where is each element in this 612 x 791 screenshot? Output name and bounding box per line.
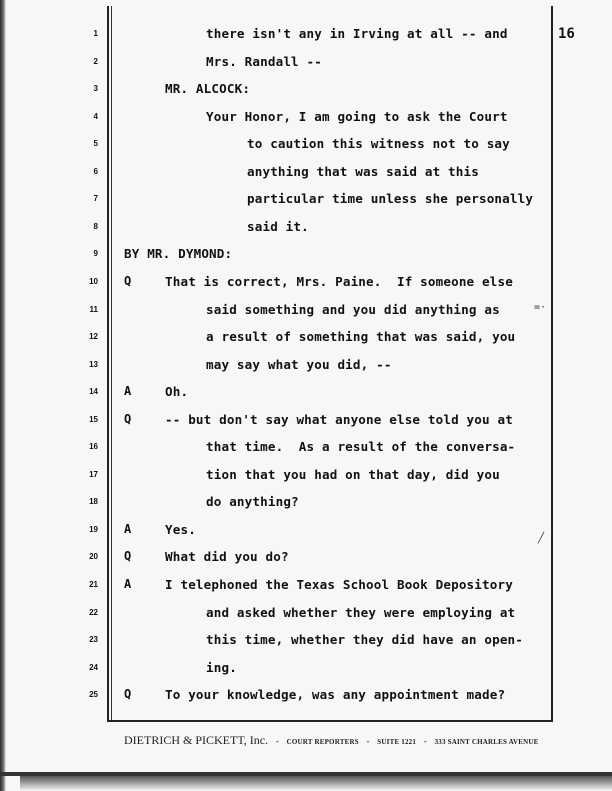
line-text: a result of something that was said, you — [206, 329, 516, 345]
line-number: 6 — [93, 166, 98, 176]
footer-separator: - — [423, 736, 427, 746]
line-number: 13 — [89, 359, 98, 369]
line-number: 20 — [89, 552, 98, 562]
scan-speck: ╱ — [538, 533, 545, 544]
transcript-line — [0, 327, 612, 347]
speaker-marker: A — [124, 577, 132, 591]
line-number: 1 — [93, 29, 98, 38]
line-number: 10 — [89, 276, 98, 286]
line-text: ing. — [206, 659, 237, 675]
line-number: 16 — [89, 442, 98, 452]
transcript-line — [0, 162, 612, 182]
transcript-line — [0, 382, 612, 402]
line-text: BY MR. DYMOND: — [124, 246, 233, 262]
transcript-line — [0, 685, 612, 705]
scan-speck: =· — [534, 302, 547, 313]
line-number: 12 — [89, 332, 98, 342]
footer-separator: - — [275, 736, 279, 746]
line-text: do anything? — [206, 494, 299, 510]
line-text: -- but don't say what anyone else told you at — [165, 411, 513, 427]
firm-suite: SUITE 1221 — [377, 738, 417, 746]
line-number: 2 — [93, 56, 98, 66]
transcript-line — [0, 244, 612, 264]
line-text: MR. ALCOCK: — [165, 81, 251, 97]
line-text: To your knowledge, was any appointment made? — [165, 687, 506, 703]
transcript-line — [0, 107, 612, 127]
line-text: may say what you did, -- — [206, 356, 392, 372]
transcript-line — [0, 437, 612, 457]
line-text: tion that you had on that day, did you — [206, 466, 500, 482]
speaker-marker: A — [124, 384, 132, 399]
line-text: Yes. — [165, 521, 196, 537]
line-text: and asked whether they were employing at — [206, 604, 516, 620]
reporter-footer — [124, 733, 539, 748]
transcript-line — [0, 575, 612, 595]
firm-role: COURT REPORTERS — [286, 738, 359, 746]
transcript-line — [0, 658, 612, 678]
line-number: 5 — [93, 139, 98, 149]
speaker-marker: A — [124, 521, 132, 536]
line-number: 18 — [89, 497, 98, 507]
line-number: 7 — [93, 194, 98, 204]
transcript-line — [0, 410, 612, 430]
transcript-line — [0, 189, 612, 209]
line-text: to caution this witness not to say — [247, 136, 510, 152]
transcript-line — [0, 52, 612, 72]
speaker-marker: Q — [124, 687, 132, 702]
line-number: 4 — [93, 111, 98, 121]
line-number: 17 — [89, 469, 98, 479]
page-number: 16 — [558, 26, 575, 42]
transcript-line — [0, 355, 612, 375]
line-text: said something and you did anything as — [206, 301, 500, 317]
line-text: Oh. — [165, 384, 189, 400]
line-number: 11 — [89, 304, 98, 314]
line-text: said it. — [247, 218, 309, 234]
line-text: that time. As a result of the conversa- — [206, 439, 516, 455]
line-text: I telephoned the Texas School Book Depository — [165, 577, 513, 592]
transcript-line — [0, 547, 612, 567]
line-text: Your Honor, I am going to ask the Court — [206, 108, 508, 124]
line-number: 15 — [89, 414, 98, 424]
line-text: Mrs. Randall -- — [206, 53, 322, 69]
speaker-marker: Q — [124, 549, 132, 564]
line-text: this time, whether they did have an open- — [206, 632, 524, 648]
transcript-line — [0, 272, 612, 292]
line-number: 25 — [89, 690, 98, 700]
transcript-line — [0, 217, 612, 237]
firm-address: 333 SAINT CHARLES AVENUE — [434, 738, 539, 746]
line-text: That is correct, Mrs. Paine. If someone else — [165, 273, 513, 289]
scan-shadow-bottom-fade — [20, 776, 612, 791]
line-text: there isn't any in Irving at all -- and — [206, 26, 508, 41]
footer-separator: - — [366, 736, 370, 746]
transcript-line — [0, 603, 612, 623]
line-number: 21 — [89, 580, 98, 589]
transcript-line — [0, 630, 612, 650]
transcript-line — [0, 79, 612, 99]
line-number: 19 — [89, 524, 98, 534]
speaker-marker: Q — [124, 411, 132, 426]
line-number: 24 — [89, 662, 98, 672]
transcript-line — [0, 24, 612, 44]
line-text: particular time unless she personally — [247, 191, 534, 207]
transcript-line — [0, 465, 612, 485]
transcript-line — [0, 300, 612, 320]
line-text: What did you do? — [165, 549, 289, 565]
line-number: 8 — [93, 221, 98, 231]
line-number: 23 — [89, 635, 98, 645]
firm-name: DIETRICH & PICKETT, Inc. — [124, 733, 269, 747]
line-number: 14 — [89, 387, 98, 397]
transcript-line — [0, 134, 612, 154]
line-number: 22 — [89, 607, 98, 617]
line-text: anything that was said at this — [247, 163, 479, 179]
line-number: 9 — [93, 249, 98, 259]
margin-rule-bottom — [107, 720, 553, 722]
line-number: 3 — [93, 84, 98, 94]
transcript-line — [0, 520, 612, 540]
speaker-marker: Q — [124, 273, 132, 288]
transcript-line — [0, 492, 612, 512]
